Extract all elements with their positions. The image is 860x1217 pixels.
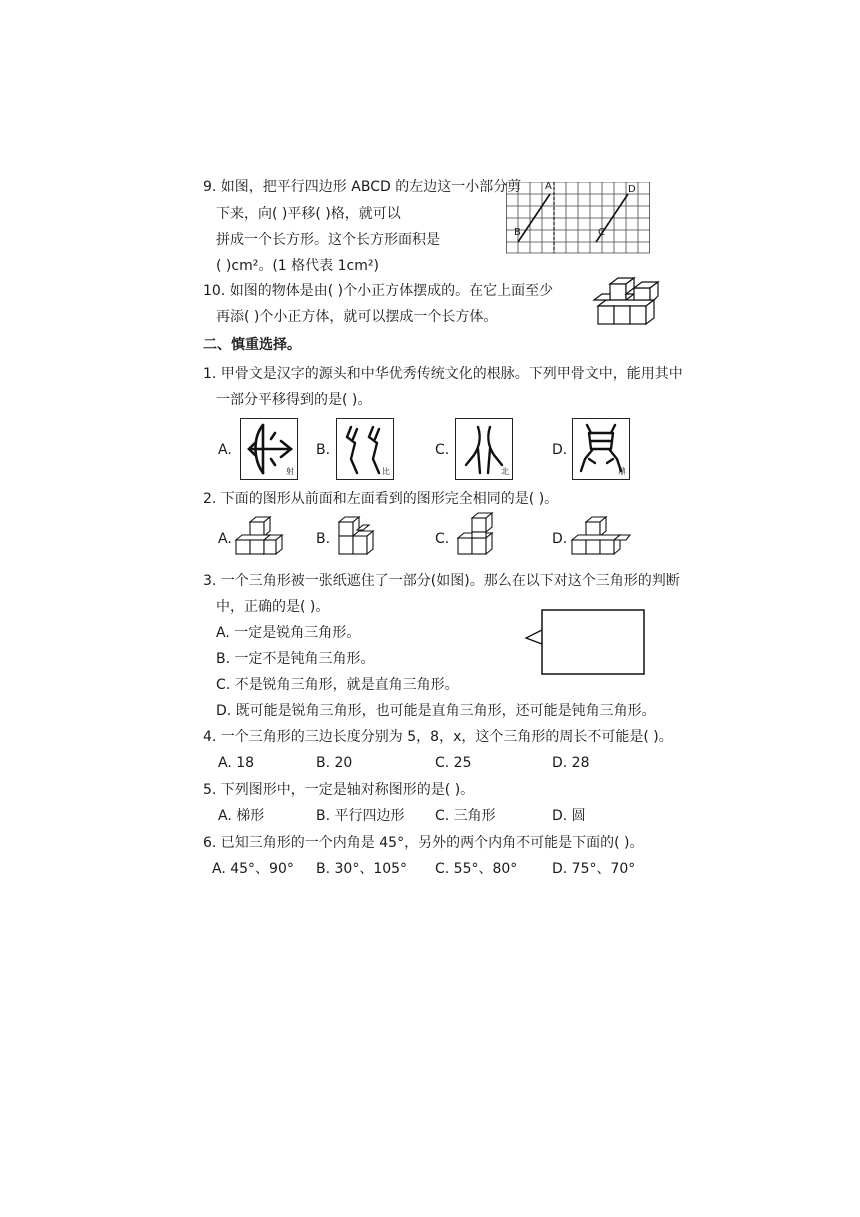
c5-option-d: D. 圆 — [552, 808, 586, 824]
c1-option-b: B. — [316, 442, 331, 458]
oracle-char-she-box — [240, 418, 298, 480]
c2-option-b: B. — [316, 531, 331, 547]
q9-line4: ( )cm²。(1 格代表 1cm²) — [216, 258, 379, 274]
c3-line1: 3. 一个三角形被一张纸遮住了一部分(如图)。那么在以下对这个三角形的判断 — [203, 573, 680, 589]
c2-line1: 2. 下面的图形从前面和左面看到的图形完全相同的是( )。 — [203, 491, 559, 507]
point-label-a: A — [545, 181, 552, 192]
oracle-label-bi: 比 — [382, 467, 390, 476]
c1-line2: 一部分平移得到的是( )。 — [216, 392, 372, 408]
covered-triangle-figure — [524, 608, 646, 676]
c3-option-c: C. 不是锐角三角形，就是直角三角形。 — [216, 677, 459, 693]
oracle-label-bei: 北 — [501, 467, 509, 476]
c3-option-d: D. 既可能是锐角三角形，也可能是直角三角形，还可能是钝角三角形。 — [216, 703, 656, 719]
point-label-d: D — [628, 184, 636, 195]
c3-line2: 中，正确的是( )。 — [216, 599, 330, 615]
oracle-label-she: 射 — [286, 467, 294, 476]
c1-option-d: D. — [552, 442, 568, 458]
c1-line1: 1. 甲骨文是汉字的源头和中华优秀传统文化的根脉。下列甲骨文中，能用其中 — [203, 366, 683, 382]
c4-option-d: D. 28 — [552, 755, 590, 771]
oracle-char-bi-box — [336, 418, 394, 480]
cube-figure-d — [570, 514, 632, 560]
c6-option-c: C. 55°、80° — [435, 861, 518, 877]
c1-option-a: A. — [218, 442, 232, 458]
c3-option-a: A. 一定是锐角三角形。 — [216, 625, 361, 641]
oracle-char-bei-box — [455, 418, 513, 480]
q10-line1: 10. 如图的物体是由( )个小正方体摆成的。在它上面至少 — [203, 283, 554, 299]
c5-option-b: B. 平行四边形 — [316, 808, 405, 824]
q9-line2: 下来，向( )平移( )格，就可以 — [216, 206, 401, 222]
section-title: 二、慎重选择。 — [203, 337, 301, 353]
c6-option-b: B. 30°、105° — [316, 861, 408, 877]
c5-option-c: C. 三角形 — [435, 808, 496, 824]
c4-option-b: B. 20 — [316, 755, 353, 771]
oracle-char-ding-box — [572, 418, 630, 480]
oracle-label-ding: 鼎 — [618, 467, 626, 476]
c6-option-d: D. 75°、70° — [552, 861, 636, 877]
cube-figure-a — [234, 514, 286, 560]
c2-option-c: C. — [435, 531, 450, 547]
point-label-c: C — [598, 227, 605, 238]
c4-option-c: C. 25 — [435, 755, 472, 771]
c5-option-a: A. 梯形 — [218, 808, 265, 824]
point-label-b: B — [514, 227, 521, 238]
c3-option-b: B. 一定不是钝角三角形。 — [216, 651, 375, 667]
cube-figure-c — [452, 512, 500, 560]
c6-line1: 6. 已知三角形的一个内角是 45°，另外的两个内角不可能是下面的( )。 — [203, 835, 644, 851]
q9-line1: 9. 如图，把平行四边形 ABCD 的左边这一小部分剪 — [203, 179, 522, 195]
c4-line1: 4. 一个三角形的三边长度分别为 5，8，x，这个三角形的周长不可能是( )。 — [203, 729, 673, 745]
c1-option-c: C. — [435, 442, 450, 458]
q10-line2: 再添( )个小正方体，就可以摆成一个长方体。 — [216, 309, 498, 325]
c6-option-a: A. 45°、90° — [212, 861, 294, 877]
c5-line1: 5. 下列图形中，一定是轴对称图形的是( )。 — [203, 782, 475, 798]
cube-stack-figure — [592, 276, 660, 330]
c4-option-a: A. 18 — [218, 755, 255, 771]
cube-figure-b — [333, 514, 377, 560]
q9-line3: 拼成一个长方形。这个长方形面积是 — [216, 232, 440, 248]
c2-option-d: D. — [552, 531, 568, 547]
c2-option-a: A. — [218, 531, 232, 547]
